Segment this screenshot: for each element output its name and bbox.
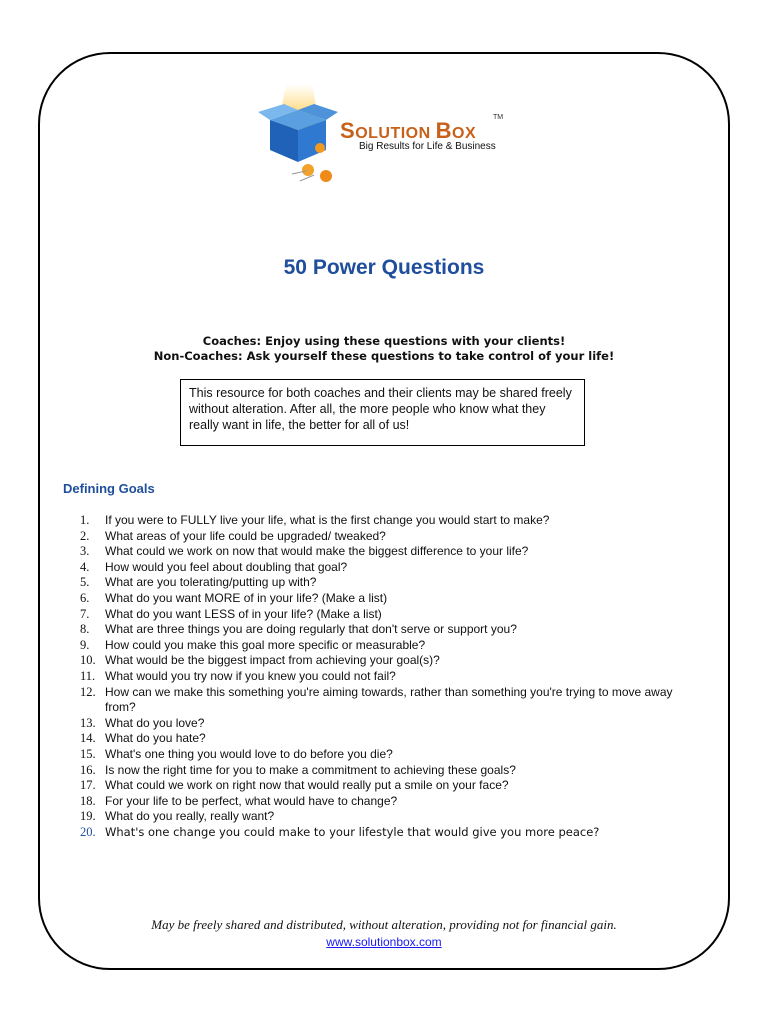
list-item: 1. If you were to FULLY live your life, what is the first change you would start to make?	[80, 513, 550, 527]
list-item: 5. What are you tolerating/putting up with?	[80, 575, 317, 590]
list-item: 16. Is now the right time for you to make a commitment to achieving these goals?	[80, 762, 516, 777]
list-item: 15. What's one thing you would love to do before you die?	[80, 746, 393, 761]
solution-box-logo	[258, 82, 518, 192]
list-item: 3. What could we work on now that would make the biggest difference to your life?	[80, 544, 529, 559]
list-item: 2. What areas of your life could be upgraded/ tweaked?	[80, 528, 386, 543]
list-item: 19. What do you really, really want?	[80, 809, 275, 824]
list-item: 10. What would be the biggest impact from achieving your goal(s)?	[80, 653, 440, 668]
list-item: 7. What do you want LESS of in your life? (Make a list)	[80, 606, 382, 621]
list-item: 14. What do you hate?	[80, 731, 206, 746]
intro-line-non-coaches: Non-Coaches: Ask yourself these questions to take control of your life!	[153, 349, 615, 363]
list-item: 6. What do you want MORE of in your life? (Make a list)	[80, 590, 388, 605]
question-list	[80, 513, 690, 840]
list-item: 12. How can we make this something you're aiming towards, rather than something you're trying to move away from?	[80, 684, 673, 715]
list-item: 18. For your life to be perfect, what would have to change?	[80, 793, 398, 808]
brand-tagline: Big Results for Life & Business	[359, 141, 496, 152]
section-heading: Defining Goals	[63, 481, 155, 496]
intro-text	[0, 334, 768, 364]
footer-note: May be freely shared and distributed, without alteration, providing not for financial gain.	[151, 917, 617, 932]
list-item: 4. How would you feel about doubling that goal?	[80, 559, 348, 574]
list-item: 17. What could we work on right now that would really put a smile on your face?	[80, 778, 509, 793]
list-item: 13. What do you love?	[80, 715, 205, 730]
intro-line-coaches: Coaches: Enjoy using these questions with your clients!	[202, 334, 566, 348]
trademark: TM	[493, 114, 504, 121]
document-title: 50 Power Questions	[283, 256, 485, 279]
list-item: 11. What would you try now if you knew you could not fail?	[80, 668, 396, 683]
list-item: 9. How could you make this goal more specific or measurable?	[80, 637, 426, 652]
website-link[interactable]: www.solutionbox.com	[326, 935, 442, 949]
list-item: 8. What are three things you are doing regularly that don't serve or support you?	[80, 622, 517, 637]
list-item: 20. What's one change you could make to your lifestyle that would give you more peace?	[80, 824, 600, 839]
brand-name: SOLUTION BOX	[340, 118, 477, 143]
sharing-notice-box: This resource for both coaches and their clients may be shared freely without alteration. After all, the more people who know what they really want in life, the better for all of us!	[180, 379, 585, 446]
